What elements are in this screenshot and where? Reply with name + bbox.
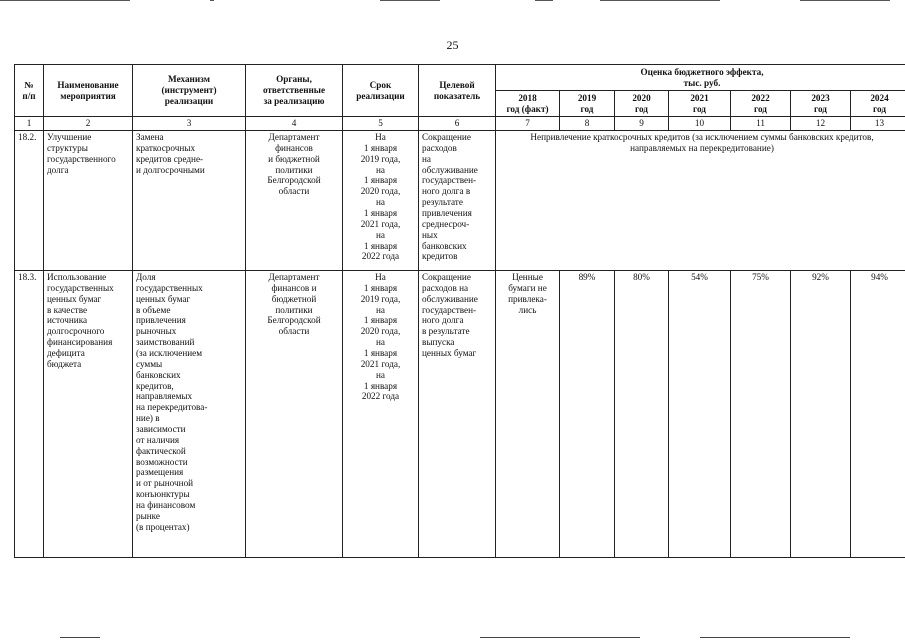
header-name: Наименование мероприятия: [44, 65, 133, 117]
header-year: 2024 год: [851, 91, 905, 117]
value-2018: Ценные бумаги не привлека- лись: [496, 271, 560, 558]
column-number: 10: [669, 117, 731, 131]
column-number: 12: [791, 117, 851, 131]
header-year: 2018 год (факт): [496, 91, 560, 117]
target-cell: Сокращение расходов на обслуживание государствен- ного долга в результате привлечения среднесроч- ных банковских кредитов: [419, 131, 496, 271]
header-year: 2020 год: [615, 91, 669, 117]
column-number: 13: [851, 117, 905, 131]
value-2021: 54%: [669, 271, 731, 558]
column-number-row: [15, 117, 905, 131]
scan-artifact-bottom: [0, 634, 905, 640]
target-cell: Сокращение расходов на обслуживание государствен- ного долга в результате выпуска ценных бумаг: [419, 271, 496, 558]
column-number: 5: [343, 117, 419, 131]
budget-effect-table: [14, 64, 905, 558]
organs-cell: Департамент финансов и бюджетной политики Белгородской области: [246, 271, 343, 558]
mechanism-cell: Замена краткосрочных кредитов средне- и долгосрочными: [133, 131, 246, 271]
header-mechanism: Механизм (инструмент) реализации: [133, 65, 246, 117]
row-number: 18.2.: [15, 131, 44, 271]
value-2023: 92%: [791, 271, 851, 558]
value-2024: 94%: [851, 271, 905, 558]
column-number: 4: [246, 117, 343, 131]
value-2020: 80%: [615, 271, 669, 558]
term-cell: На 1 января 2019 года, на 1 января 2020 года, на 1 января 2021 года, на 1 января 2022 года: [343, 131, 419, 271]
organs-cell: Департамент финансов и бюджетной политики Белгородской области: [246, 131, 343, 271]
column-number: 1: [15, 117, 44, 131]
term-cell: На 1 января 2019 года, на 1 января 2020 года, на 1 января 2021 года, на 1 января 2022 года: [343, 271, 419, 558]
header-year: 2022 год: [731, 91, 791, 117]
measure-name: Использование государственных ценных бумаг в качестве источника долгосрочного финансирования дефицита бюджета: [44, 271, 133, 558]
page-number: 25: [446, 38, 459, 52]
column-number: 11: [731, 117, 791, 131]
scan-artifact-top: [0, 0, 905, 2]
header-organs: Органы, ответственные за реализацию: [246, 65, 343, 117]
mechanism-cell: Доля государственных ценных бумаг в объеме привлечения рыночных заимствований (за исключением суммы банковских кредитов, направляемых на перекредитова- ние) в зависимости от наличия фактической возможности размещения и от рыночной конъюнктуры на финансовом рынке (в процентах): [133, 271, 246, 558]
column-number: 9: [615, 117, 669, 131]
table-row: [15, 271, 905, 558]
column-number: 6: [419, 117, 496, 131]
column-number: 8: [560, 117, 615, 131]
table-row: [15, 131, 905, 271]
column-number: 2: [44, 117, 133, 131]
header-year: 2021 год: [669, 91, 731, 117]
header-year: 2023 год: [791, 91, 851, 117]
header-num: № п/п: [15, 65, 44, 117]
value-2022: 75%: [731, 271, 791, 558]
value-2019: 89%: [560, 271, 615, 558]
header-target: Целевой показатель: [419, 65, 496, 117]
header-budget-effect: Оценка бюджетного эффекта, тыс. руб.: [496, 65, 905, 91]
column-number: 3: [133, 117, 246, 131]
row-number: 18.3.: [15, 271, 44, 558]
header-year: 2019 год: [560, 91, 615, 117]
header-term: Срок реализации: [343, 65, 419, 117]
column-number: 7: [496, 117, 560, 131]
measure-name: Улучшение структуры государственного долга: [44, 131, 133, 271]
merged-budget-note: Непривлечение краткосрочных кредитов (за исключением суммы банковских кредитов, направляемых на перекредитование): [496, 131, 905, 271]
